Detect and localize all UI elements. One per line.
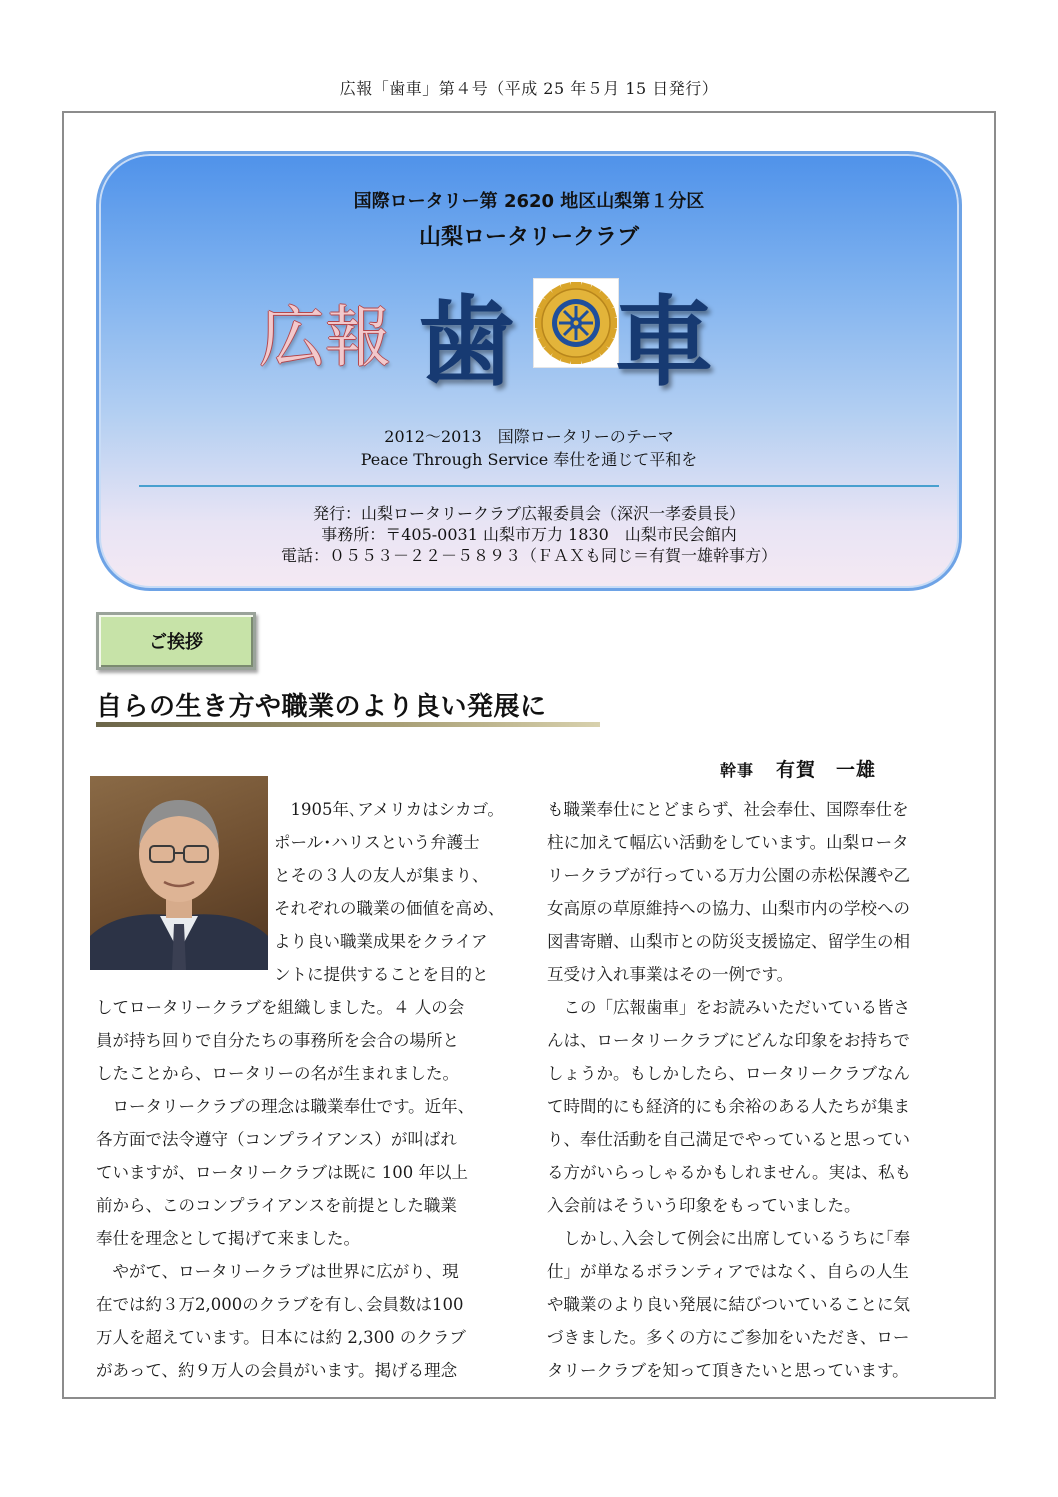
rotary-wheel-icon — [533, 278, 619, 368]
author-name: 有賀 一雄 — [776, 759, 877, 781]
text-line: て時間的にも経済的にも余裕のある人たちが集ま — [547, 1097, 910, 1116]
theme-motto: Peace Through Service 奉仕を通じて平和を — [360, 450, 698, 469]
text-line: があって、約９万人の会員がいます。掲げる理念 — [96, 1361, 458, 1380]
article-column-left — [96, 793, 516, 1387]
text-line: タリークラブを知って頂きたいと思っています。 — [547, 1361, 909, 1380]
theme-years: 2012～2013 国際ロータリーのテーマ — [384, 427, 674, 446]
article-author — [720, 755, 876, 782]
rotary-emblem-graphic — [534, 279, 618, 367]
text-line: この「広報歯車」をお読みいただいている皆さ — [547, 998, 910, 1017]
text-line: ロータリークラブの理念は職業奉仕です。近年、 — [96, 1097, 475, 1116]
text-line: より良い職業成果をクライア — [274, 932, 488, 951]
text-line: 仕」が単なるボランティアではなく、自らの人生 — [547, 1262, 909, 1281]
issue-line: 広報「歯車」第４号（平成 25 年５月 15 日発行） — [339, 79, 719, 98]
text-line: しょうか。もしかしたら、ロータリークラブなん — [547, 1064, 910, 1083]
logo-ha-char: 歯 — [417, 285, 516, 400]
text-line: してロータリークラブを組織しました。４ 人の会 — [96, 998, 465, 1017]
publisher-line: 発行：山梨ロータリークラブ広報委員会（深沢一孝委員長） — [312, 504, 745, 523]
text-line: づきました。多くの方にご参加をいただき、ロー — [547, 1328, 910, 1347]
masthead-banner — [96, 151, 962, 591]
logo-kuruma-char: 車 — [615, 285, 714, 400]
headline-underline — [96, 722, 600, 727]
text-line: それぞれの職業の価値を高め、 — [274, 899, 505, 918]
text-line: しかし､入会して例会に出席しているうちに｢奉 — [547, 1229, 910, 1248]
text-line: 各方面で法令遵守（コンプライアンス）が叫ばれ — [96, 1130, 457, 1149]
text-line: り、奉仕活動を自己満足でやっていると思ってい — [547, 1130, 910, 1149]
text-line: 入会前はそういう印象をもっていました。 — [547, 1196, 861, 1215]
phone-line: 電話：０５５３－２２－５８９３（ＦＡＸも同じ＝有賀一雄幹事方） — [280, 546, 777, 565]
text-line: ていますが、ロータリークラブは既に 100 年以上 — [96, 1163, 468, 1182]
newsletter-logo — [249, 264, 769, 400]
text-line: んは、ロータリークラブにどんな印象をお持ちで — [547, 1031, 910, 1050]
text-line: 柱に加えて幅広い活動をしています。山梨ロータ — [547, 833, 909, 852]
text-line: 員が持ち回りで自分たちの事務所を会合の場所と — [96, 1031, 459, 1050]
text-line: リークラブが行っている万力公園の赤松保護や乙 — [547, 866, 910, 885]
text-line: したことから、ロータリーの名が生まれました。 — [96, 1064, 459, 1083]
text-line: ポール･ハリスという弁護士 — [274, 833, 480, 852]
club-name: 山梨ロータリークラブ — [418, 225, 639, 250]
banner-divider — [139, 485, 939, 487]
text-line: とその３人の友人が集まり、 — [274, 866, 489, 885]
text-line: る方がいらっしゃるかもしれません。実は、私も — [547, 1163, 911, 1182]
office-address: 事務所：〒405-0031 山梨市万力 1830 山梨市民会館内 — [321, 525, 737, 544]
text-line: や職業のより良い発展に結びついていることに気 — [547, 1295, 910, 1314]
section-tab-greeting: ご挨拶 — [96, 612, 256, 670]
article-headline: 自らの生き方や職業のより良い発展に — [96, 692, 547, 722]
text-line: 万人を超えています。日本には約 2,300 のクラブ — [96, 1328, 466, 1347]
text-line: 図書寄贈、山梨市との防災支援協定、留学生の相 — [547, 932, 910, 951]
text-line: 前から、このコンプライアンスを前提とした職業 — [96, 1196, 457, 1215]
text-line: 互受け入れ事業はその一例です。 — [547, 965, 794, 984]
text-line: 1905年､アメリカはシカゴ。 — [274, 800, 504, 819]
text-line: も職業奉仕にとどまらず、社会奉仕、国際奉仕を — [547, 800, 909, 819]
article-column-right — [547, 793, 967, 1387]
text-line: 奉仕を理念として掲げて来ました。 — [96, 1229, 360, 1248]
text-line: 在では約３万2,000のクラブを有し､会員数は100 — [96, 1295, 464, 1314]
author-role: 幹事 — [720, 761, 755, 780]
text-line: 女高原の草原維持への協力、山梨市内の学校への — [547, 899, 910, 918]
logo-kouhou-text: 広報 — [259, 299, 391, 376]
district-title: 国際ロータリー第 2620 地区山梨第１分区 — [353, 191, 705, 212]
text-line: ントに提供することを目的と — [274, 965, 489, 984]
text-line: やがて、ロータリークラブは世界に広がり、現 — [96, 1262, 459, 1281]
